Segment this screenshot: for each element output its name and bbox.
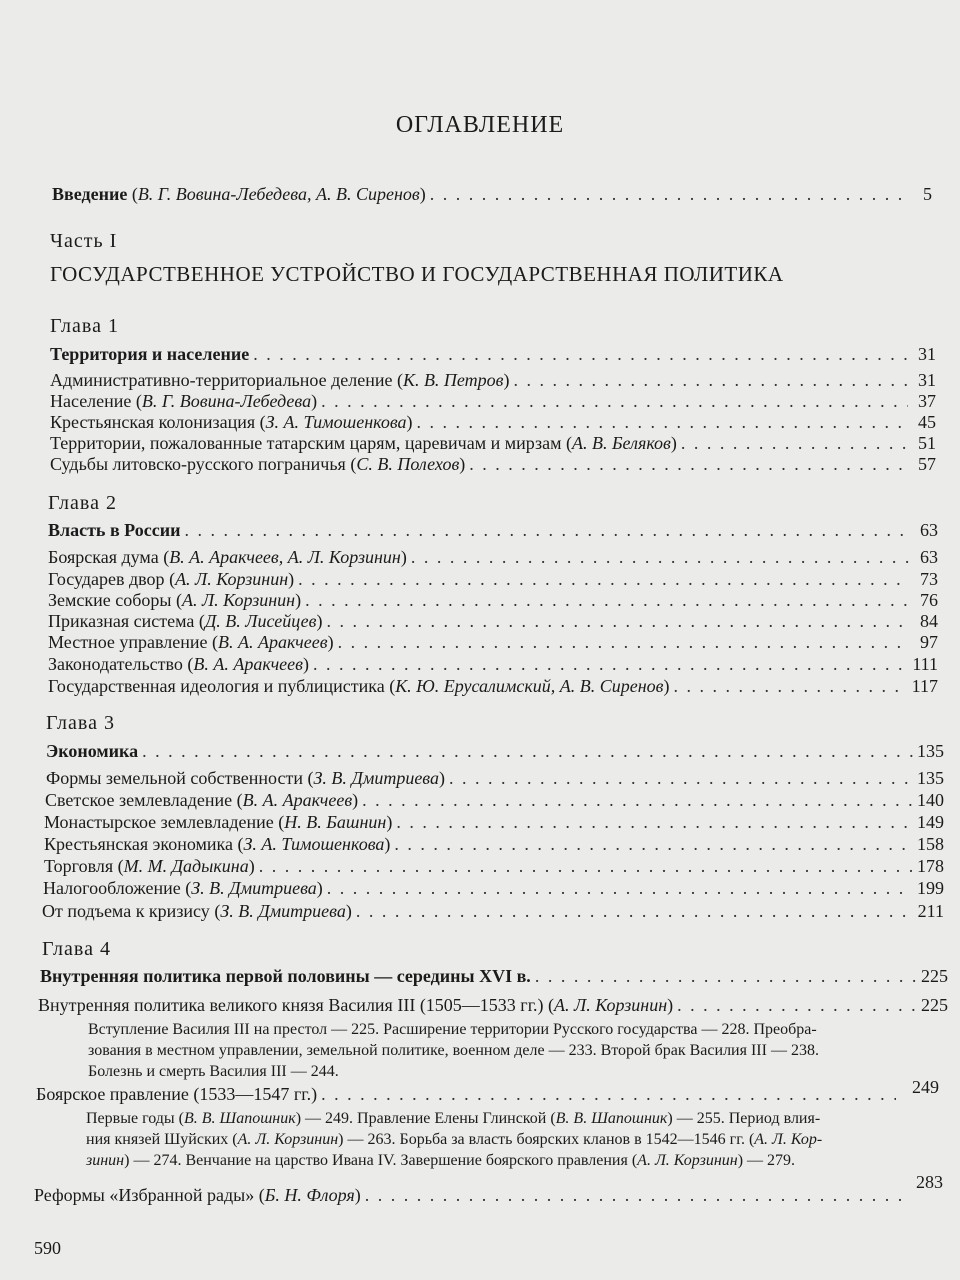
entry-author: В. А. Аракчеев — [193, 654, 303, 674]
entry-page: 225 — [921, 966, 948, 986]
dot-leader — [313, 653, 908, 675]
entry-title: Формы земельной собственности — [46, 768, 303, 788]
dot-leader — [321, 1083, 896, 1105]
entry-author: В. А. Аракчеев, А. Л. Корзинин — [169, 547, 401, 567]
subsection-list — [88, 1019, 910, 1082]
entry-page: 135 — [917, 768, 944, 788]
dot-leader — [326, 610, 910, 632]
dot-leader — [449, 767, 913, 789]
entry-author: А. Л. Корзинин — [182, 590, 296, 610]
entry-title: Налогообложение — [43, 878, 181, 898]
entry-page: 158 — [917, 834, 944, 854]
dot-leader — [338, 631, 910, 653]
toc-entry-chapter-head — [48, 519, 938, 541]
entry-author: К. В. Петров — [402, 370, 504, 390]
toc-entry: Судьбы литовско-русского пограничья (С. В. Полехов) . . . 57 — [50, 453, 936, 475]
toc-entry: Население (В. Г. Вовина-Лебедева) . . . 37 — [50, 390, 936, 412]
entry-author: В. А. Аракчеев — [242, 790, 353, 810]
entry-page: 31 — [918, 344, 936, 364]
dot-leader — [253, 343, 908, 365]
toc-entry: От подъема к кризису (З. В. Дмитриева) . . . 211 — [42, 900, 944, 922]
toc-entry — [36, 1083, 900, 1105]
entry-page: 76 — [920, 590, 938, 610]
subsection-line — [86, 1129, 912, 1150]
dot-leader — [184, 519, 910, 541]
entry-author: А. В. Беляков — [571, 433, 671, 453]
subsection-text: ния князей Шуйских ( — [86, 1131, 238, 1148]
toc-entry: Налогообложение (З. В. Дмитриева) . . . 199 — [43, 877, 944, 899]
entry-title: Монастырское землевладение — [44, 812, 274, 832]
dot-leader — [673, 675, 907, 697]
subsection-list — [86, 1108, 912, 1171]
entry-title: Административно-территориальное деление — [50, 370, 393, 390]
entry-author: В. Г. Вовина-Лебедева — [141, 391, 312, 411]
toc-entry: Крестьянская экономика (З. А. Тимошенкова) . . . 158 — [44, 833, 944, 855]
toc-entry: Формы земельной собственности (З. В. Дмитриева) . . . 135 — [46, 767, 944, 789]
entry-page: 31 — [918, 370, 936, 390]
subsection-text: ) — 249. Правление Елены Глинской ( — [295, 1110, 556, 1127]
entry-title: Власть в России — [48, 520, 181, 540]
entry-title: Государственная идеология и публицистика — [48, 676, 385, 696]
subsection-text: ) — 255. Период влия- — [667, 1110, 821, 1127]
subsection-text: Первые годы ( — [86, 1110, 184, 1127]
entry-author: З. В. Дмитриева — [191, 878, 317, 898]
entry-title: Земские соборы — [48, 590, 172, 610]
subsection-line: Вступление Василия III на престол — 225. Расширение территории Русского государства — 228. Преобра- — [88, 1021, 817, 1038]
subsection-author: В. В. Шапошник — [555, 1110, 668, 1127]
subsection-author: А. Л. Корзинин — [637, 1152, 738, 1169]
subsection-line — [86, 1150, 912, 1171]
dot-leader — [514, 369, 909, 391]
entry-title: Торговля — [44, 856, 114, 876]
dot-leader — [142, 740, 913, 762]
entry-page: 97 — [920, 632, 938, 652]
subsection-text: ) — 279. — [737, 1152, 796, 1169]
entry-author: Н. В. Башнин — [284, 812, 387, 832]
subsection-author: А. Л. Кор- — [754, 1131, 823, 1148]
entry-title: Реформы «Избранной рады» — [34, 1185, 255, 1205]
entry-page: 225 — [921, 995, 948, 1015]
chapter-label: Глава 2 — [48, 492, 117, 514]
subsection-line: Болезнь и смерть Василия III — 244. — [88, 1063, 339, 1080]
entry-title: Территории, пожалованные татарским царям, царевичам и мирзам — [50, 433, 562, 453]
toc-entry: Государев двор (А. Л. Корзинин) . . . 73 — [48, 568, 938, 590]
entry-page: 5 — [923, 184, 932, 204]
entry-author: З. А. Тимошенкова — [243, 834, 385, 854]
entry-page: 140 — [917, 790, 944, 810]
dot-leader — [417, 411, 908, 433]
entry-page: 283 — [916, 1172, 943, 1192]
page-number: 590 — [34, 1238, 61, 1258]
toc-entry: Законодательство (В. А. Аракчеев) . . . 111 — [48, 653, 938, 675]
toc-entry: Крестьянская колонизация (З. А. Тимошенкова) . . . 45 — [50, 411, 936, 433]
entry-page: 199 — [917, 878, 944, 898]
subsection-line: зования в местном управлении, земельной политике, военном деле — 233. Второй брак Василия III — 238. — [88, 1042, 819, 1059]
dot-leader — [411, 546, 910, 568]
dot-leader — [298, 568, 910, 590]
entry-page: 111 — [912, 654, 938, 674]
subsection-author: В. В. Шапошник — [183, 1110, 296, 1127]
entry-page: 63 — [920, 520, 938, 540]
subsection-author: зинин — [86, 1152, 125, 1169]
toc-entry: Монастырское землевладение (Н. В. Башнин) . . . 149 — [44, 811, 944, 833]
dot-leader — [259, 855, 913, 877]
chapter-label: Глава 4 — [42, 938, 111, 960]
entry-page: 178 — [917, 856, 944, 876]
toc-entry: Местное управление (В. А. Аракчеев) . . . 97 — [48, 631, 938, 653]
page-title: ОГЛАВЛЕНИЕ — [395, 112, 565, 138]
entry-title: Территория и население — [50, 344, 250, 364]
entry-author: А. Л. Корзинин — [175, 569, 289, 589]
entry-title: Внутренняя политика первой половины — середины XVI в. — [40, 966, 531, 986]
toc-entry: Территории, пожалованные татарским царям, царевичам и мирзам (А. В. Беляков) . . . 51 — [50, 432, 936, 454]
entry-author: З. В. Дмитриева — [313, 768, 439, 788]
toc-entry: Реформы «Избранной рады» (Б. Н. Флоря) . . . — [34, 1184, 912, 1206]
entry-page: 117 — [911, 676, 938, 696]
toc-entry: Торговля (М. М. Дадыкина) . . . 178 — [44, 855, 944, 877]
entry-page: 135 — [917, 741, 944, 761]
entry-title: Законодательство — [48, 654, 183, 674]
part-title: ГОСУДАРСТВЕННОЕ УСТРОЙСТВО И ГОСУДАРСТВЕННАЯ ПОЛИТИКА — [50, 262, 784, 286]
entry-title: Экономика — [46, 741, 139, 761]
entry-title: Внутренняя политика великого князя Василия III (1505—1533 гг.) — [38, 995, 544, 1015]
dot-leader — [365, 1184, 908, 1206]
dot-leader — [430, 183, 904, 205]
dot-leader — [362, 789, 913, 811]
entry-title: От подъема к кризису — [42, 901, 210, 921]
dot-leader — [535, 965, 917, 987]
dot-leader — [681, 432, 908, 454]
toc-entry: Земские соборы (А. Л. Корзинин) . . . 76 — [48, 589, 938, 611]
entry-author: А. Л. Корзинин — [554, 995, 668, 1015]
entry-title: Местное управление — [48, 632, 208, 652]
entry-author: К. Ю. Ерусалимский, А. В. Сиренов — [395, 676, 664, 696]
entry-title: Введение — [52, 184, 128, 204]
entry-author: Д. В. Лисейцев — [204, 611, 317, 631]
toc-entry-chapter-head — [50, 343, 936, 365]
entry-title: Боярское правление (1533—1547 гг.) — [36, 1084, 318, 1104]
toc-entry: Внутренняя политика великого князя Василия III (1505—1533 гг.) (А. Л. Корзинин) . . . 225 — [38, 994, 948, 1016]
entry-page: 45 — [918, 412, 936, 432]
entry-page: 63 — [920, 547, 938, 567]
entry-page: 57 — [918, 454, 936, 474]
toc-entry: Светское землевладение (В. А. Аракчеев) . . . 140 — [45, 789, 944, 811]
entry-title: Население — [50, 391, 132, 411]
dot-leader — [356, 900, 914, 922]
entry-page: 84 — [920, 611, 938, 631]
entry-author: В. А. Аракчеев — [218, 632, 328, 652]
dot-leader — [321, 390, 908, 412]
entry-title: Судьбы литовско-русского пограничья — [50, 454, 346, 474]
chapter-label: Глава 1 — [50, 315, 119, 337]
entry-author: З. В. Дмитриева — [220, 901, 346, 921]
entry-title: Крестьянская экономика — [44, 834, 233, 854]
toc-entry: Приказная система (Д. В. Лисейцев) . . . 84 — [48, 610, 938, 632]
subsection-line — [86, 1108, 912, 1129]
entry-page: 73 — [920, 569, 938, 589]
toc-entry: Боярская дума (В. А. Аракчеев, А. Л. Корзинин) . . . 63 — [48, 546, 938, 568]
dot-leader — [327, 877, 913, 899]
subsection-text: ) — 274. Венчание на царство Ивана IV. Завершение боярского правления ( — [124, 1152, 638, 1169]
part-label: Часть I — [50, 230, 118, 252]
entry-author: В. Г. Вовина-Лебедева, А. В. Сиренов — [137, 184, 420, 204]
dot-leader — [677, 994, 917, 1016]
dot-leader — [305, 589, 910, 611]
subsection-text: ) — 263. Борьба за власть боярских кланов в 1542—1546 гг. ( — [338, 1131, 755, 1148]
entry-author: С. В. Полехов — [356, 454, 460, 474]
toc-entry: Административно-территориальное деление (К. В. Петров) . . . 31 — [50, 369, 936, 391]
dot-leader — [469, 453, 908, 475]
subsection-author: А. Л. Корзинин — [237, 1131, 339, 1148]
entry-title: Крестьянская колонизация — [50, 412, 256, 432]
entry-page: 211 — [917, 901, 944, 921]
entry-page: 51 — [918, 433, 936, 453]
entry-title: Приказная система — [48, 611, 195, 631]
toc-entry: Государственная идеология и публицистика (К. Ю. Ерусалимский, А. В. Сиренов) . . . 117 — [48, 675, 938, 697]
toc-entry-chapter-head — [46, 740, 944, 762]
entry-page: 249 — [912, 1077, 939, 1097]
chapter-label: Глава 3 — [46, 712, 115, 734]
entry-title: Государев двор — [48, 569, 165, 589]
entry-page: 149 — [917, 812, 944, 832]
dot-leader — [396, 811, 913, 833]
entry-author: Б. Н. Флоря — [264, 1185, 355, 1205]
dot-leader — [394, 833, 913, 855]
entry-title: Боярская дума — [48, 547, 159, 567]
toc-entry-intro: Введение (В. Г. Вовина-Лебедева, А. В. Сиренов) . . . 5 — [52, 183, 932, 205]
entry-author: М. М. Дадыкина — [123, 856, 249, 876]
toc-entry-chapter-head — [40, 965, 948, 987]
entry-page: 37 — [918, 391, 936, 411]
entry-title: Светское землевладение — [45, 790, 233, 810]
entry-author: З. А. Тимошенкова — [265, 412, 407, 432]
